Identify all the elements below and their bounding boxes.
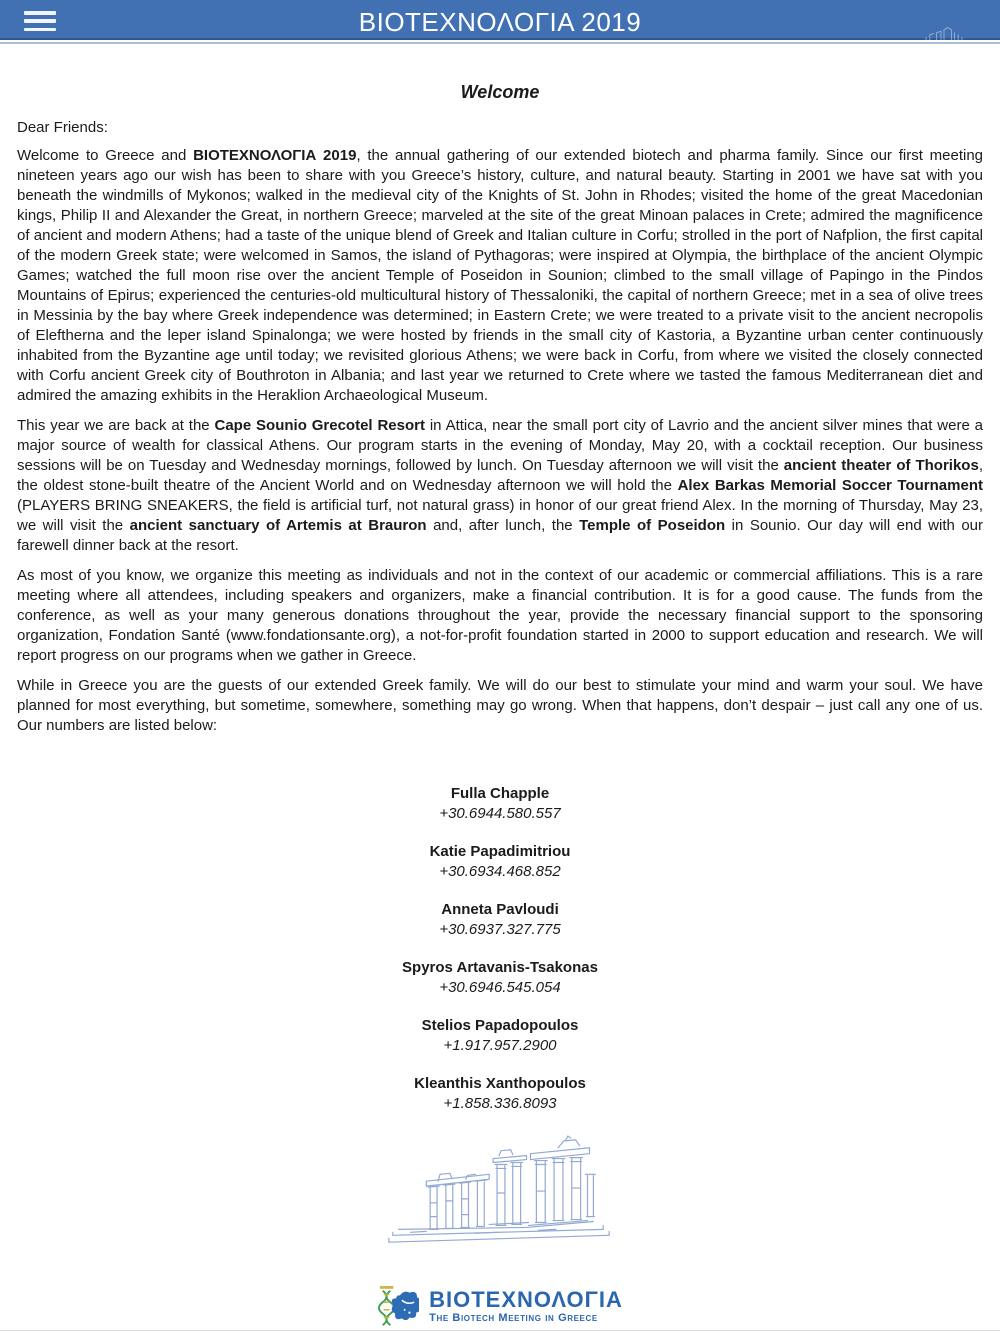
footer <box>0 1283 1000 1329</box>
contact-name: Anneta Pavloudi <box>441 901 559 918</box>
contact-phone: +30.6944.580.557 <box>439 805 561 822</box>
contact-list <box>17 784 983 1114</box>
contact-name: Kleanthis Xanthopoulos <box>414 1075 586 1092</box>
contact-phone: +30.6937.327.775 <box>439 921 561 938</box>
contact-name: Fulla Chapple <box>450 785 550 802</box>
footer-logo-text: ΒΙΟΤΕΧΝΟΛΟΓΙΑ <box>429 1286 623 1312</box>
header-divider <box>0 42 1000 44</box>
contact-phone: +1.917.957.2900 <box>443 1037 557 1054</box>
salutation: Dear Friends: <box>17 119 108 136</box>
bottom-divider <box>0 1330 1000 1331</box>
list-item <box>17 900 983 940</box>
list-item <box>17 1074 983 1114</box>
dna-column-greece-map-icon <box>377 1283 419 1329</box>
app-title: ΒΙΟΤΕΧΝΟΛΟΓΙΑ 2019 <box>358 7 642 37</box>
contact-phone: +1.858.336.8093 <box>443 1095 557 1112</box>
list-item <box>17 784 983 824</box>
main-content <box>0 44 1000 1257</box>
list-item <box>17 1016 983 1056</box>
contact-name: Spyros Artavanis-Tsakonas <box>402 959 598 976</box>
paragraph-hospitality: While in Greece you are the guests of our extended Greek family. We will do our best to stimulate your mind and warm your soul. We have planned for most everything, but sometime, somewhere, something may go wrong. When that happens, don’t despair – just call any one of us. Our numbers are listed below: <box>17 677 983 734</box>
contact-name: Stelios Papadopoulos <box>421 1017 579 1034</box>
page-title: Welcome <box>460 82 540 102</box>
contact-phone: +30.6946.545.054 <box>439 979 561 996</box>
footer-tagline: The Biotech Meeting in Greece <box>429 1311 598 1324</box>
list-item <box>17 958 983 998</box>
contact-phone: +30.6934.468.852 <box>439 863 561 880</box>
contact-name: Katie Papadimitriou <box>429 843 571 860</box>
app-header-bar <box>0 0 1000 40</box>
paragraph-foundation: As most of you know, we organize this meeting as individuals and not in the context of our academic or commercial affiliations. This is a rare meeting where all attendees, including speakers and organizers, make a financial contribution. It is for a good cause. The funds from the conference, as well as your many generous donations throughout the year, provide the necessary financial support to the sponsoring organization, Fondation Santé (www.fondationsante.org), a not-for-profit foundation started in 2000 to support education and research. We will report progress on our programs when we gather in Greece. <box>17 567 983 664</box>
list-item <box>17 842 983 882</box>
temple-ruins-illustration <box>380 1134 618 1252</box>
paragraph-history: Welcome to Greece and ΒΙΟΤΕΧΝΟΛΟΓΙΑ 2019, the annual gathering of our extended biotech and pharma family. Since our first meeting nineteen years ago our wish has been to share with you Greece’s history, culture, and natural beauty. Starting in 2001 we have sat with you beneath the windmills of Mykonos; walked in the medieval city of the Knights of St. John in Rhodes; visited the home of the great Macedonian kings, Philip II and Alexander the Great, in northern Greece; marveled at the site of the great Minoan palaces in Crete; admired the magnificence of ancient and modern Athens; had a taste of the unique blend of Greek and Italian culture in Corfu; strolled in the port of Nafplion, the first capital of the modern Greek state; were welcomed in Samos, the island of Pythagoras; were inspired at Olympia, the birthplace of the ancient Olympic Games; watched the full moon rise over the ancient Temple of Poseidon in Sounion; climbed to the small village of Papingo in the Pindos Mountains of Epirus; experienced the centuries-old multicultural history of Thessaloniki, the capital of northern Greece; met in a sea of olive trees in Messinia by the bay where Greek independence was determined; in Eastern Crete; we were treated to a private visit to the ancient necropolis of Eleftherna and the leper island Spinalonga; we were hosted by friends in the small city of Kastoria, a Byzantine urban center continuously inhabited from the Byzantine age until today; we revisited glorious Athens; we were back in Corfu, from where we visited the closely connected with Corfu ancient Greek city of Bouthroton in Albania; and last year we returned to Crete where we tasted the famous Mediterranean diet and admired the amazing exhibits in the Heraklion Archaeological Museum. <box>17 147 983 404</box>
paragraph-program: This year we are back at the Cape Sounio Grecotel Resort in Attica, near the small port city of Lavrio and the ancient silver mines that were a major source of wealth for classical Athens. Our program starts in the evening of Monday, May 20, with a cocktail reception. Our business sessions will be on Tuesday and Wednesday mornings, followed by lunch. On Tuesday afternoon we will visit the ancient theater of Thorikos, the oldest stone-built theatre of the Ancient World and on Wednesday afternoon we will hold the Alex Barkas Memorial Soccer Tournament (PLAYERS BRING SNEAKERS, the field is artificial turf, not natural grass) in honor of our great friend Alex. In the morning of Thursday, May 23, we will visit the ancient sanctuary of Artemis at Brauron and, after lunch, the Temple of Poseidon in Sounio. Our day will end with our farewell dinner back at the resort. <box>17 417 984 554</box>
